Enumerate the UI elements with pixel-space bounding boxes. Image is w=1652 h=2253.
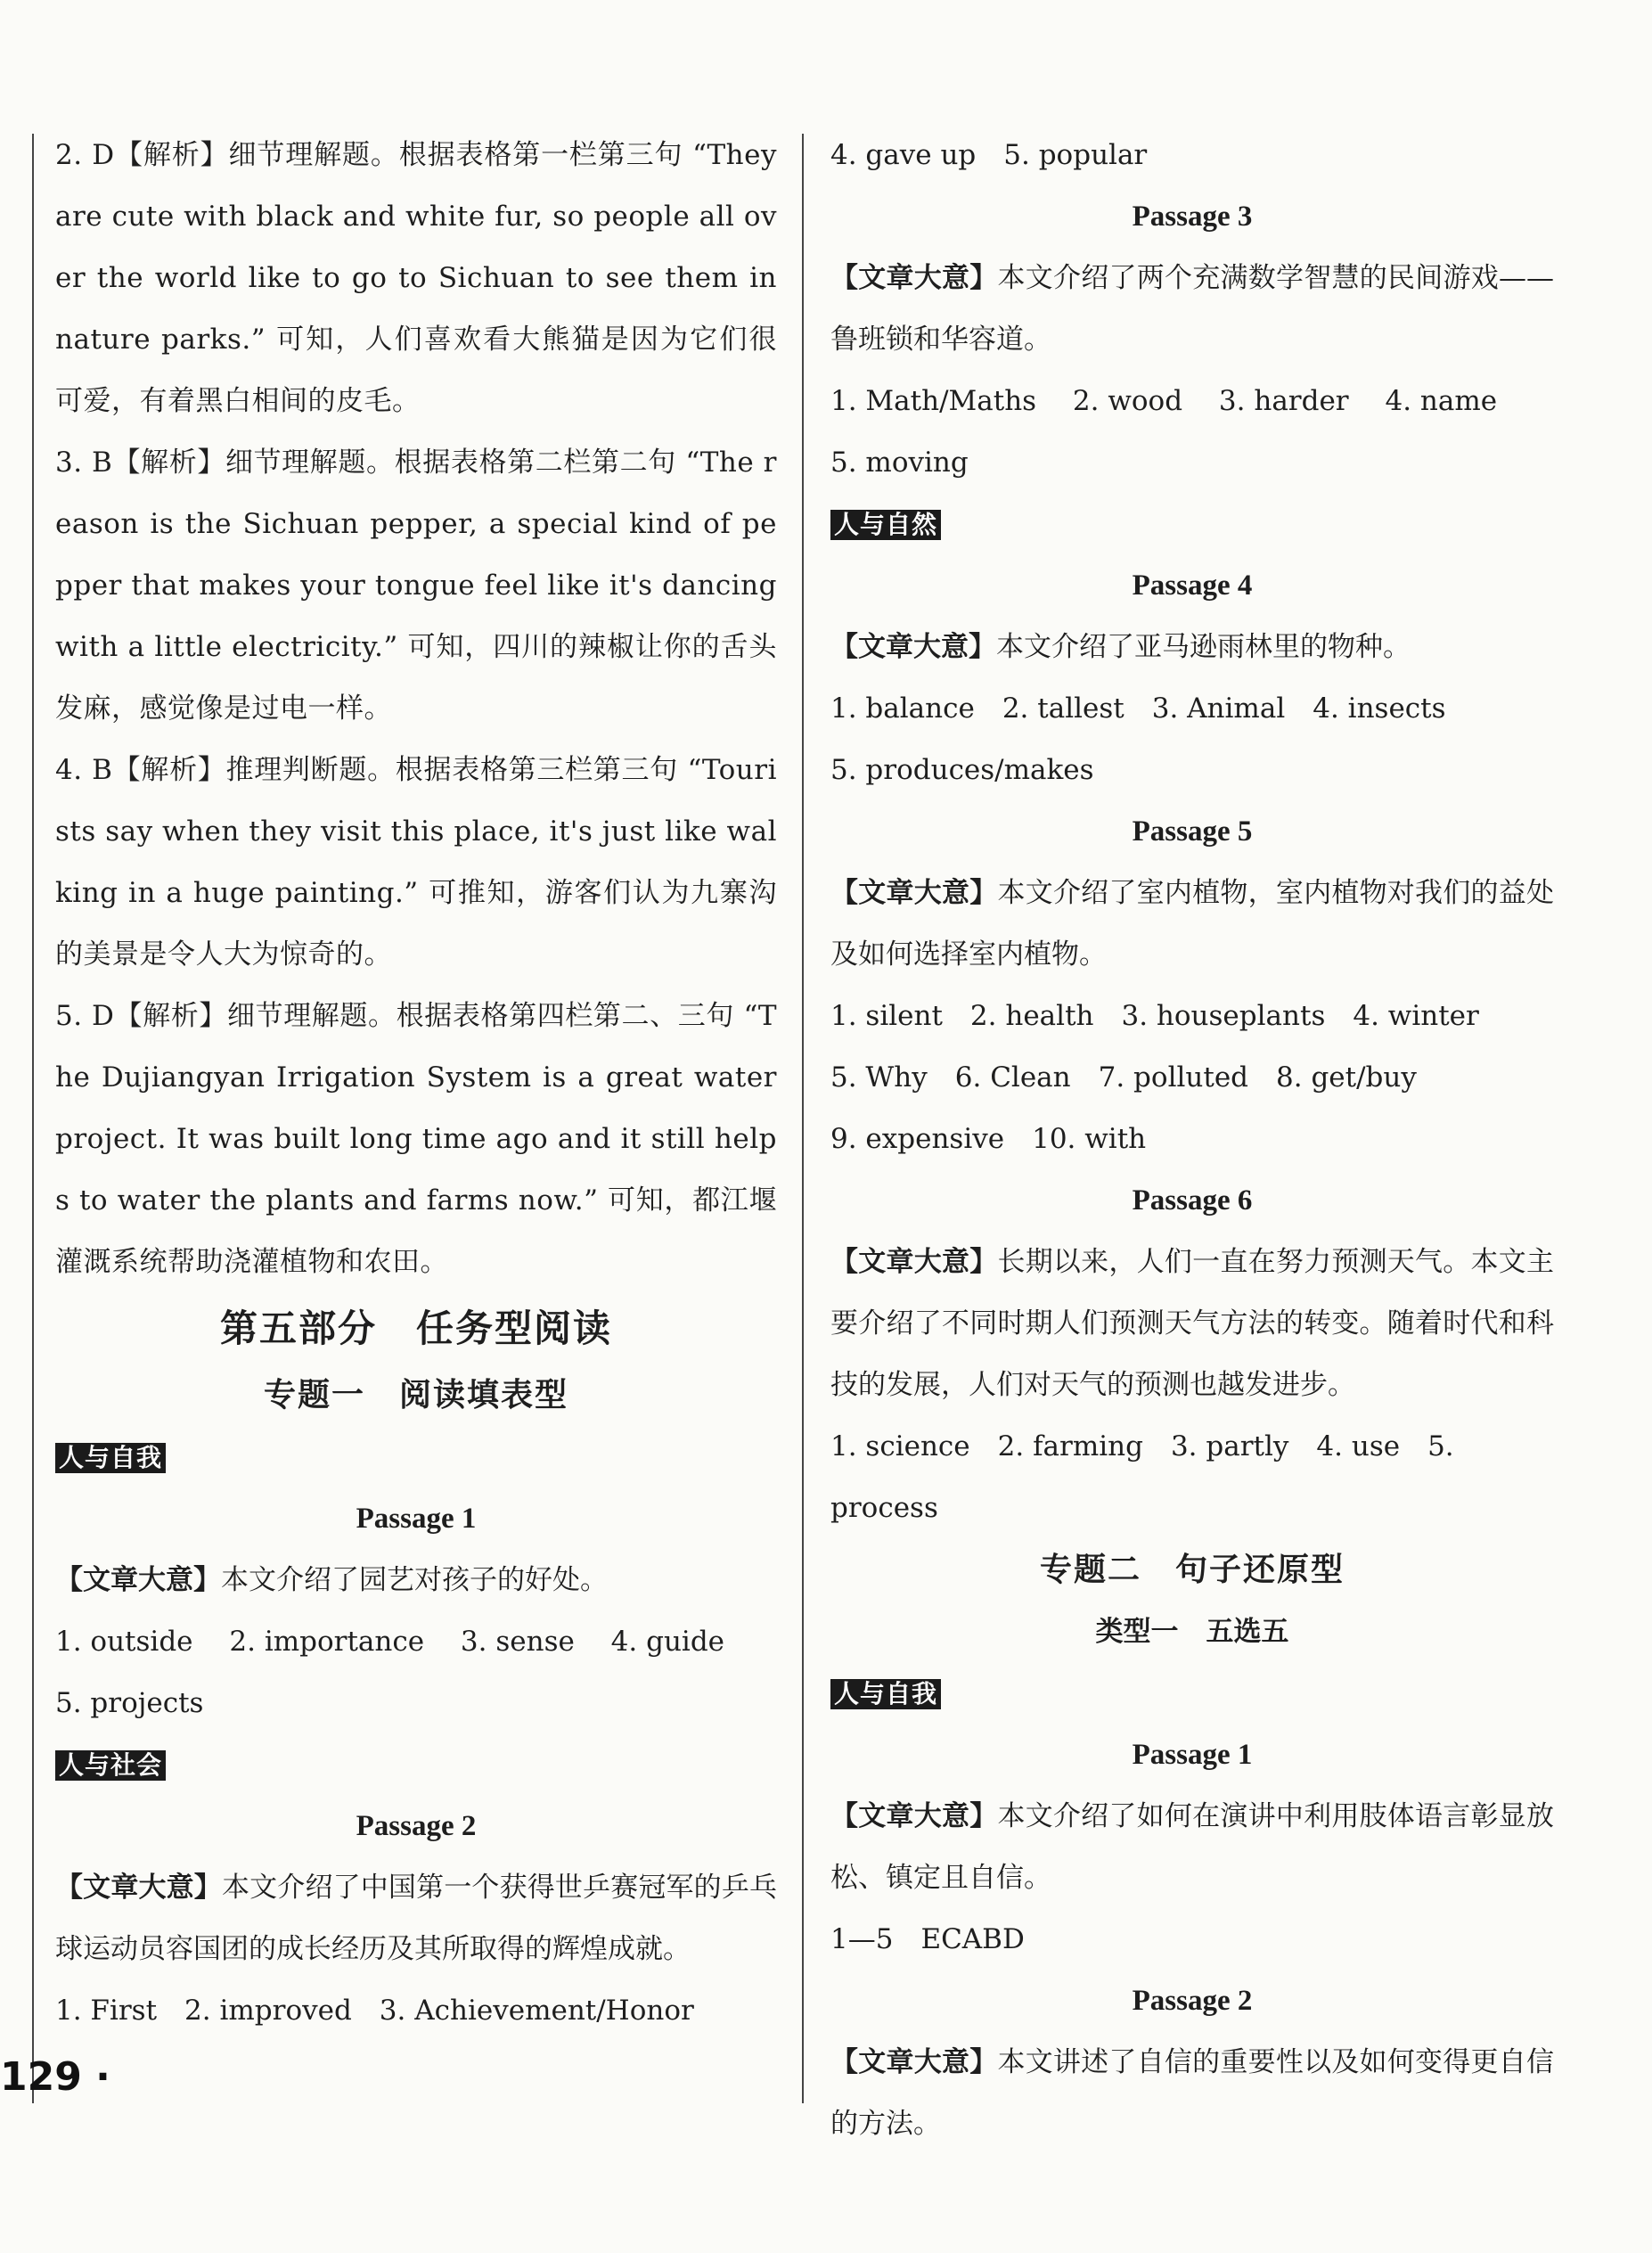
passage-title: Passage 4 [1132,569,1253,602]
part-title: 第五部分 任务型阅读 [219,1307,612,1350]
passage-title: Passage 5 [1132,815,1253,848]
section-tag-self: 人与自我 [830,1679,941,1709]
answers-line: 5. moving [830,447,969,479]
gist-text: 本文介绍了室内植物，室内植物对我们的益处及如何选择室内植物。 [830,877,1555,971]
gist-text: 本文介绍了亚马逊雨林里的物种。 [996,631,1411,663]
passage-gist [830,863,1554,986]
answers-line: 9. expensive 10. with [830,1123,1147,1155]
gist-label: 【文章大意】 [55,1564,221,1596]
left-margin-rule [32,134,34,2103]
gist-text: 本文介绍了中国第一个获得世乒赛冠军的乒乓球运动员容国团的成长经历及其所取得的辉煌成就。 [55,1872,778,1965]
gist-label: 【文章大意】 [830,877,998,909]
gist-label: 【文章大意】 [830,631,996,663]
answers-line: 4. gave up 5. popular [830,139,1148,171]
answers-line: 1. silent 2. health 3. houseplants 4. winter [830,1000,1479,1032]
gist-label: 【文章大意】 [830,2046,998,2078]
gist-label: 【文章大意】 [830,1800,998,1832]
answers-line: 1. outside 2. importance 3. sense 4. guide [55,1626,725,1658]
section-tag-self: 人与自我 [55,1443,166,1473]
passage-gist [55,1550,777,1611]
explanation-q4: 4. B【解析】推理判断题。根据表格第三栏第三句 “Tourists say when they visit this place, it's just like walking in a huge painting.” 可推知，游客们认为九寨沟的美景是令人大为惊奇的。 [55,754,777,971]
passage-title: Passage 6 [1132,1184,1253,1217]
section-tag-wrap [55,1734,777,1796]
gist-text: 本文介绍了园艺对孩子的好处。 [221,1564,608,1596]
explanation-q3: 3. B【解析】细节理解题。根据表格第二栏第二句 “The reason is the Sichuan pepper, a special kind of pepper that makes your tongue feel like it's dancing with a little electricity.” 可知，四川的辣椒让你的舌头发麻，感觉像是过电一样。 [55,447,777,725]
passage-title: Passage 2 [1132,1985,1253,2017]
section-tag-wrap [830,494,1554,555]
passage-title: Passage 1 [1132,1739,1253,1771]
answers-line: 5. Why 6. Clean 7. polluted 8. get/buy [830,1061,1417,1094]
gist-text: 本文讲述了自信的重要性以及如何变得更自信的方法。 [830,2046,1555,2140]
right-column [830,125,1554,2155]
passage-gist [55,1857,777,1980]
page-number: 129 · [0,2054,110,2100]
gist-label: 【文章大意】 [830,262,998,294]
section-tag-nature: 人与自然 [830,510,941,540]
explanation-q5: 5. D【解析】细节理解题。根据表格第四栏第二、三句 “The Dujiangyan Irrigation System is a great water project. It was built long time ago and it still helps to water the plants and farms now.” 可知，都江堰灌溉系统帮助浇灌植物和农田。 [55,1000,777,1278]
type-title: 类型一 五选五 [1095,1616,1289,1648]
gist-text: 本文介绍了两个充满数学智慧的民间游戏——鲁班锁和华容道。 [830,262,1554,356]
section-tag-wrap [55,1427,777,1488]
gist-label: 【文章大意】 [55,1872,222,1904]
gist-text: 长期以来，人们一直在努力预测天气。本文主要介绍了不同时期人们预测天气方法的转变。随着时代和科技的发展，人们对天气的预测也越发进步。 [830,1246,1555,1401]
passage-title: Passage 2 [356,1810,477,1842]
explanation-q2: 2. D【解析】细节理解题。根据表格第一栏第三句 “They are cute with black and white fur, so people all over the world like to go to Sichuan to see them in nature parks.” 可知，人们喜欢看大熊猫是因为它们很可爱，有着黑白相间的皮毛。 [55,139,777,417]
section-tag-wrap [830,1663,1554,1725]
passage-title: Passage 3 [1132,201,1253,233]
passage-gist [830,248,1554,371]
topic-title: 专题二 句子还原型 [1039,1552,1345,1588]
passage-gist [830,617,1554,678]
passage-gist [830,2032,1554,2155]
answers-line: 1. First 2. improved 3. Achievement/Honor [55,1995,694,2027]
answers-line: 1. balance 2. tallest 3. Animal 4. insects [830,692,1446,725]
answers-line: 1—5 ECABD [830,1923,1025,1955]
section-tag-society: 人与社会 [55,1750,166,1781]
answers-line: 1. Math/Maths 2. wood 3. harder 4. name [830,385,1498,417]
left-column [55,125,777,2042]
gist-label: 【文章大意】 [830,1246,998,1278]
passage-gist [830,1786,1554,1909]
topic-title: 专题一 阅读填表型 [263,1377,568,1413]
passage-title: Passage 1 [356,1503,477,1535]
answers-line: 1. science 2. farming 3. partly 4. use 5. process [830,1430,1463,1524]
gist-text: 本文介绍了如何在演讲中利用肢体语言彰显放松、镇定且自信。 [830,1800,1555,1894]
column-divider [802,134,804,2103]
answers-line: 5. projects [55,1687,204,1719]
answers-line: 5. produces/makes [830,754,1094,786]
passage-gist [830,1232,1554,1416]
